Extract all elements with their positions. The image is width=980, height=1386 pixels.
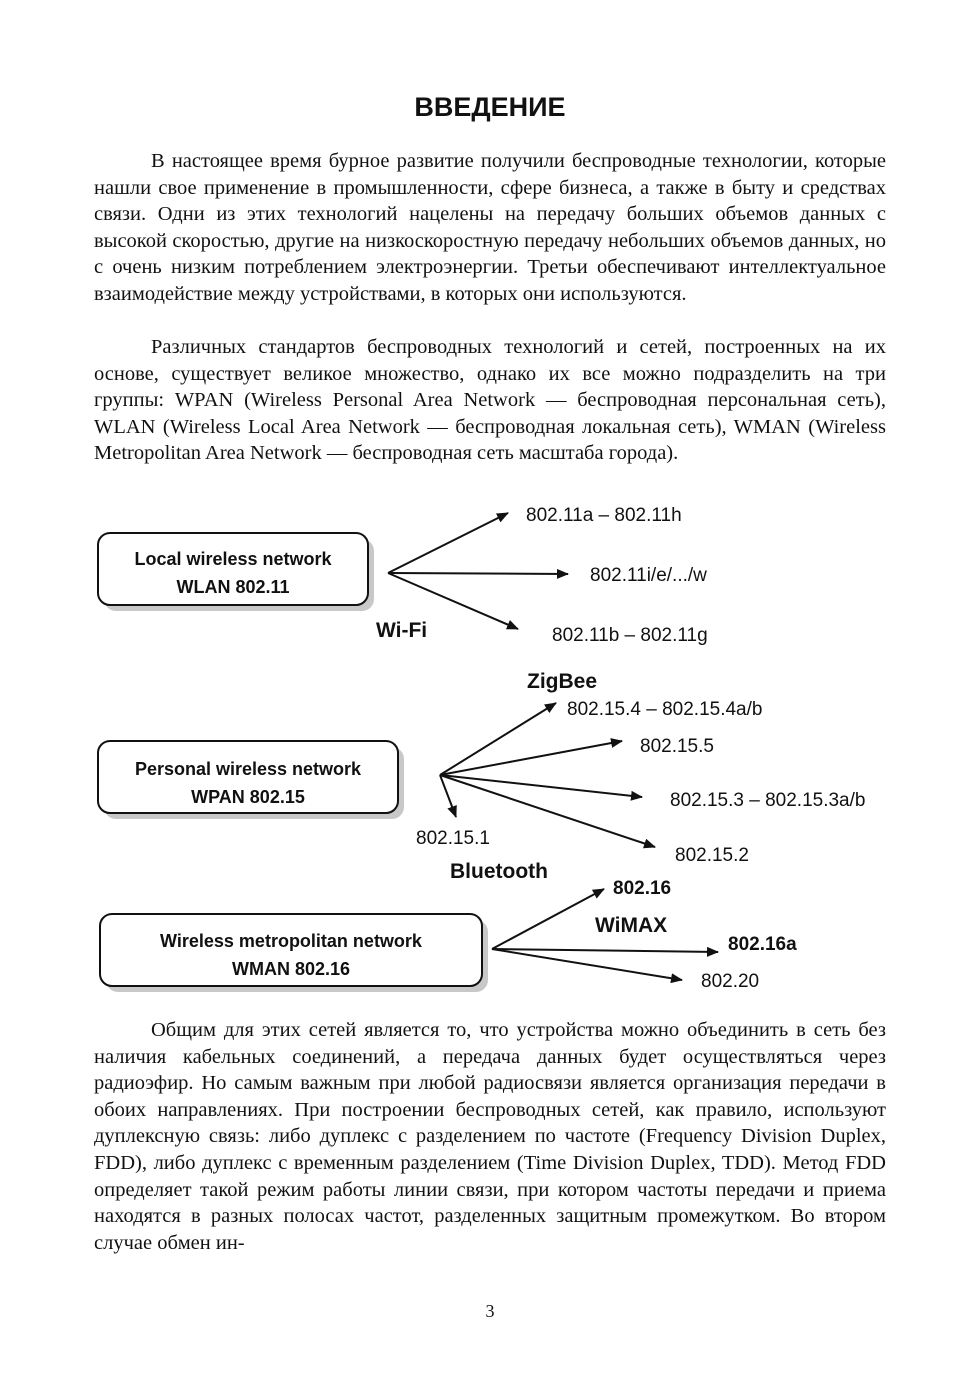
bluetooth-label: Bluetooth xyxy=(450,860,548,883)
wpan-target-5: 802.15.1 xyxy=(416,828,490,849)
page-title: ВВЕДЕНИЕ xyxy=(414,92,566,122)
wifi-label: Wi-Fi xyxy=(376,619,428,642)
wpan-target-1: 802.15.4 – 802.15.4a/b xyxy=(567,699,763,720)
arrow-wlan-i xyxy=(388,573,568,574)
wimax-label: WiMAX xyxy=(595,914,668,937)
wman-target-2: 802.16a xyxy=(728,934,797,955)
zigbee-label: ZigBee xyxy=(527,670,598,693)
wman-box-line2: WMAN 802.16 xyxy=(231,959,351,979)
wman-box-line1: Wireless metropolitan network xyxy=(160,931,422,951)
page-number: 3 xyxy=(485,1301,495,1321)
paragraph-duplex: Общим для этих сетей является то, что устройства можно объединить в сеть без наличия кабельных соединений, а передача данных будет осуществляться через радиоэфир. Но самым важным при любой радиосвязи является организация передачи в обоих направлениях. При построении беспроводных сетей, как правило, используют дуплексную связь: либо дуплекс с разделением по частоте (Frequency Division Duplex, FDD), либо дуплекс с временным разделением (Time Division Duplex, TDD). Метод FDD определяет такой режим работы линии связи, при котором частоты передачи и приема находятся в разных полосах частот, разделенных защитным промежутком. Во втором случае обмен ин- xyxy=(94,1019,886,1254)
wpan-target-4: 802.15.2 xyxy=(675,845,749,866)
arrow-wman-16 xyxy=(492,889,604,949)
wpan-arrows xyxy=(440,703,655,847)
wireless-networks-diagram xyxy=(0,495,980,1015)
wman-box xyxy=(100,914,488,992)
wlan-box xyxy=(98,533,374,611)
wlan-box-line2: WLAN 802.11 xyxy=(176,577,290,597)
wman-target-1: 802.16 xyxy=(613,878,672,899)
wman-target-3: 802.20 xyxy=(701,971,760,992)
arrow-wman-20 xyxy=(492,949,682,980)
wpan-box xyxy=(98,741,404,819)
wpan-box-line1: Personal wireless network xyxy=(134,759,362,779)
wlan-box-line1: Local wireless network xyxy=(134,549,332,569)
paragraph-standards: Различных стандартов беспроводных технологий и сетей, построенных на их основе, существует великое множество, однако их все можно подразделить на три группы: WPAN (Wireless Personal Area Network — беспроводная персональная сеть), WLAN (Wireless Local Area Network — беспроводная локальная сеть), WMAN (Wireless Metropolitan Area Network — беспроводная сеть масштаба города). xyxy=(94,336,886,465)
wpan-target-2: 802.15.5 xyxy=(640,736,714,757)
wpan-target-3: 802.15.3 – 802.15.3a/b xyxy=(670,790,866,811)
wlan-target-1: 802.11a – 802.11h xyxy=(526,505,682,526)
arrow-wpan-1 xyxy=(440,775,456,817)
arrow-wlan-a xyxy=(388,513,508,573)
wlan-target-2: 802.11i/e/.../w xyxy=(590,565,707,586)
wlan-target-3: 802.11b – 802.11g xyxy=(552,625,708,646)
wlan-arrows xyxy=(388,513,568,629)
wpan-box-line2: WPAN 802.15 xyxy=(191,787,305,807)
paragraph-intro: В настоящее время бурное развитие получили беспроводные технологии, которые нашли свое применение в промышленности, сфере бизнеса, а также в быту и средствах связи. Одни из этих технологий нацелены на передачу больших объемов данных с высокой скоростью, другие на низкоскоростную передачу небольших объемов данных, но с очень низким потреблением электроэнергии. Третьи обеспечивают интеллектуальное взаимодействие между устройствами, в которых они используются. xyxy=(94,150,886,305)
arrow-wman-16a xyxy=(492,949,718,952)
